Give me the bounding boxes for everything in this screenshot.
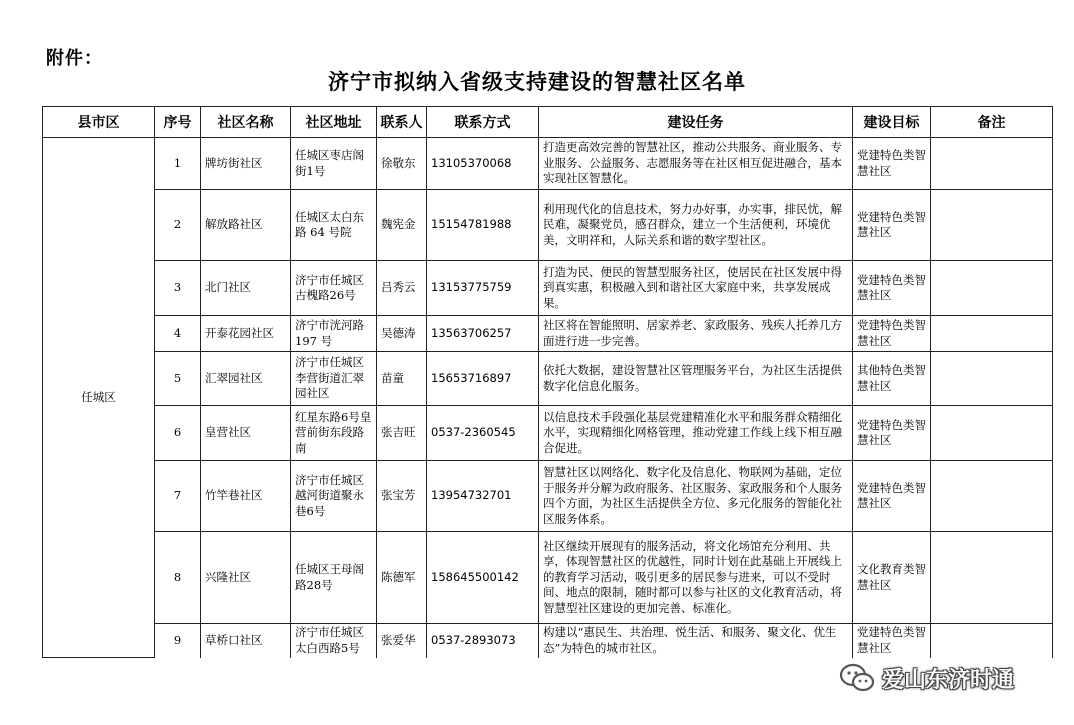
row-phone: 13153775759 [427,261,539,316]
table-row [43,461,1053,532]
row-note [931,461,1053,532]
row-task: 以信息技术手段强化基层党建精准化水平和服务群众精细化水平，实现精细化网格管理，推动党建工作线上线下相互融合促进。 [539,406,853,461]
header-county: 县市区 [43,107,155,138]
row-task: 打造更高效完善的智慧社区，推动公共服务、商业服务、专业服务、公益服务、志愿服务等在社区相互促进融合，基本实现社区智慧化。 [539,138,853,190]
row-community-name: 草桥口社区 [201,624,291,658]
row-goal: 党建特色类智慧社区 [853,138,931,190]
row-seq: 5 [155,352,201,406]
row-community-name: 皇营社区 [201,406,291,461]
row-note [931,261,1053,316]
row-address: 济宁市任城区太白西路5号 [291,624,377,658]
header-contact: 联系人 [377,107,427,138]
header-address: 社区地址 [291,107,377,138]
row-note [931,316,1053,352]
row-goal: 其他特色类智慧社区 [853,352,931,406]
row-contact: 张爱华 [377,624,427,658]
county-cell: 任城区 [43,138,155,658]
header-phone: 联系方式 [427,107,539,138]
row-task: 智慧社区以网络化、数字化及信息化、物联网为基础，定位于服务并分解为政府服务、社区服务、家政服务和个人服务四个方面，为社区生活提供全方位、多元化服务的智能化社区服务体系。 [539,461,853,532]
row-contact: 苗童 [377,352,427,406]
row-goal: 党建特色类智慧社区 [853,624,931,658]
row-phone: 13105370068 [427,138,539,190]
row-note [931,138,1053,190]
row-seq: 2 [155,190,201,261]
document-title: 济宁市拟纳入省级支持建设的智慧社区名单 [328,70,746,94]
row-goal: 党建特色类智慧社区 [853,261,931,316]
row-goal: 党建特色类智慧社区 [853,190,931,261]
row-task: 社区将在智能照明、居家养老、家政服务、残疾人托养几方面进行进一步完善。 [539,316,853,352]
row-community-name: 解放路社区 [201,190,291,261]
row-seq: 9 [155,624,201,658]
row-phone: 0537-2893073 [427,624,539,658]
row-address: 济宁市任城区李营街道汇翠园社区 [291,352,377,406]
row-address: 济宁市任城区越河街道聚永巷6号 [291,461,377,532]
header-name: 社区名称 [201,107,291,138]
row-contact: 张吉旺 [377,406,427,461]
row-seq: 8 [155,532,201,624]
wechat-icon [838,660,876,696]
row-address: 红星东路6号皇营前街东段路南 [291,406,377,461]
table-row [43,261,1053,316]
row-phone: 13563706257 [427,316,539,352]
row-community-name: 竹竿巷社区 [201,461,291,532]
row-community-name: 开泰花园社区 [201,316,291,352]
header-row [43,107,1053,138]
row-goal: 文化教育类智慧社区 [853,532,931,624]
header-note: 备注 [931,107,1053,138]
row-community-name: 汇翠园社区 [201,352,291,406]
table-row [43,316,1053,352]
row-task: 打造为民、便民的智慧型服务社区，使居民在社区发展中得到真实惠，积极融入到和谐社区大家庭中来，共享发展成果。 [539,261,853,316]
row-task: 构建以“惠民生、共治理、悦生活、和服务、聚文化、优生态”为特色的城市社区。 [539,624,853,658]
row-address: 任城区太白东路 64 号院 [291,190,377,261]
row-phone: 0537-2360545 [427,406,539,461]
row-note [931,532,1053,624]
row-goal: 党建特色类智慧社区 [853,316,931,352]
row-community-name: 兴隆社区 [201,532,291,624]
row-task-text: 社区继续开展现有的服务活动，将文化场馆充分利用、共享，体现智慧社区的优越性，同时计划在此基础上开展线上的教育学习活动，吸引更多的居民参与进来，可以不受时间、地点的限制，随时都可以参与社区的文化教育活动，将智慧型社区建设的更加完善、标准化。 [543,538,842,615]
row-contact: 徐敬东 [377,138,427,190]
row-task: 利用现代化的信息技术，努力办好事，办实事，排民忧，解民难，凝聚党员，感召群众，建立一个生活便利，环境优美，文明祥和，人际关系和谐的数字型社区。 [539,190,853,261]
community-table [42,106,1053,658]
row-community-name: 牌坊街社区 [201,138,291,190]
row-seq: 1 [155,138,201,190]
row-contact: 张宝芳 [377,461,427,532]
row-seq: 4 [155,316,201,352]
row-task: 依托大数据，建设智慧社区管理服务平台，为社区生活提供数字化信息化服务。 [539,352,853,406]
row-seq: 6 [155,406,201,461]
row-address: 济宁市任城区古槐路26号 [291,261,377,316]
row-community-name: 北门社区 [201,261,291,316]
table-row [43,138,1053,190]
row-phone: 15154781988 [427,190,539,261]
row-contact: 魏宪金 [377,190,427,261]
row-note [931,352,1053,406]
table-row [43,190,1053,261]
row-phone: 158645500142 [427,532,539,624]
row-contact: 吴德涛 [377,316,427,352]
header-goal: 建设目标 [853,107,931,138]
row-goal: 党建特色类智慧社区 [853,406,931,461]
row-seq: 7 [155,461,201,532]
table-row [43,532,1053,624]
row-note [931,624,1053,658]
row-phone: 15653716897 [427,352,539,406]
row-goal: 党建特色类智慧社区 [853,461,931,532]
table-row [43,624,1053,658]
row-phone: 13954732701 [427,461,539,532]
row-note [931,190,1053,261]
row-note [931,406,1053,461]
row-address: 任城区王母阁路28号 [291,532,377,624]
attachment-label: 附件： [46,48,103,69]
row-seq: 3 [155,261,201,316]
header-task: 建设任务 [539,107,853,138]
table-row [43,406,1053,461]
header-seq: 序号 [155,107,201,138]
watermark-text: 爱山东济时通 [882,667,1015,693]
row-address: 济宁市洸河路 197 号 [291,316,377,352]
row-contact: 陈德军 [377,532,427,624]
table-row [43,352,1053,406]
row-task [539,532,853,624]
row-contact: 吕秀云 [377,261,427,316]
watermark [838,660,1014,696]
row-address: 任城区枣店阁街1号 [291,138,377,190]
